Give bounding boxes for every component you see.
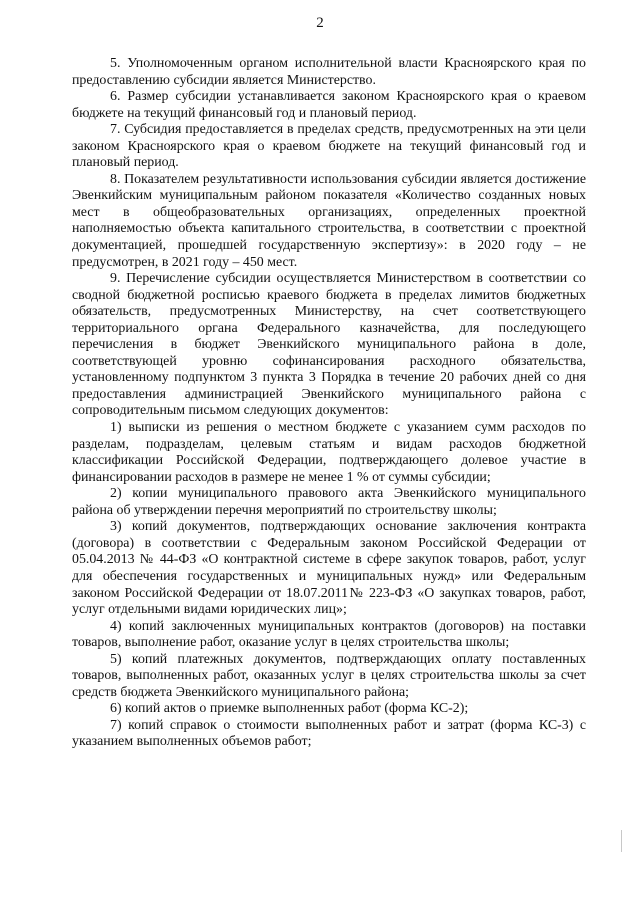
paragraph-6: 6. Размер субсидии устанавливается законом Красноярского края о краевом бюджете на текущий финансовый год и плановый период. [72, 89, 586, 121]
list-item-3: 3) копий документов, подтверждающих основание заключения контракта (договора) в соответствии с Федеральным законом Российской Федерации от 05.04.2013 № 44-ФЗ «О контрактной системе в сфере закупок товаров, работ, услуг для обеспечения государственных и муниципальных нужд» или Федеральным законом Российской Федерации от 18.07.2011№ 223-ФЗ «О закупках товаров, работ, услуг отдельными видами юридических лиц»; [72, 519, 586, 618]
list-item-6: 6) копий актов о приемке выполненных работ (форма КС-2); [110, 701, 469, 717]
paragraph-5: 5. Уполномоченным органом исполнительной власти Красноярского края по предоставлению субсидии является Министерство. [72, 56, 586, 88]
scan-edge-mark [621, 830, 622, 852]
list-item-2: 2) копии муниципального правового акта Эвенкийского муниципального района об утверждении перечня мероприятий по строительству школы; [72, 486, 586, 518]
paragraph-8: 8. Показателем результативности использования субсидии является достижение Эвенкийским муниципальным районом показателя «Количество созданных новых мест в общеобразовательных организациях, определенных проектной наполняемостью объекта капитального строительства, в соответствии с проектной документацией, прошедшей государственную экспертизу»: в 2020 году – не предусмотрен, в 2021 году – 450 мест. [72, 171, 586, 270]
list-item-1: 1) выписки из решения о местном бюджете с указанием сумм расходов по разделам, подразделам, целевым статьям и видам расходов бюджетной классификации Российской Федерации, подтверждающего долевое участие в финансировании расходов в размере не менее 1 % от суммы субсидии; [72, 420, 586, 485]
page-number: 2 [316, 15, 324, 31]
document-body [72, 56, 586, 751]
list-item-7: 7) копий справок о стоимости выполненных работ и затрат (форма КС-3) с указанием выполненных объемов работ; [72, 717, 586, 750]
list-item-5: 5) копий платежных документов, подтверждающих оплату поставленных товаров, выполненных работ, оказанных услуг в целях строительства школы за счет средств бюджета Эвенкийского муниципального района; [72, 651, 586, 700]
paragraph-7: 7. Субсидия предоставляется в пределах средств, предусмотренных на эти цели законом Красноярского края о краевом бюджете на текущий финансовый год и плановый период. [72, 122, 586, 171]
paragraph-9: 9. Перечисление субсидии осуществляется Министерством в соответствии со сводной бюджетной росписью краевого бюджета в пределах лимитов бюджетных обязательств, предусмотренных Министерству, на счет соответствующего территориального органа Федерального казначейства, для последующего перечисления в бюджет Эвенкийского муниципального района в доле, соответствующей уровню софинансирования расходного обязательства, установленному подпунктом 3 пункта 3 Порядка в течение 20 рабочих дней со дня предоставления администрацией Эвенкийского муниципального района с сопроводительным письмом следующих документов: [72, 271, 586, 419]
list-item-4: 4) копий заключенных муниципальных контрактов (договоров) на поставки товаров, выполнение работ, оказание услуг в целях строительства школы; [72, 618, 586, 651]
